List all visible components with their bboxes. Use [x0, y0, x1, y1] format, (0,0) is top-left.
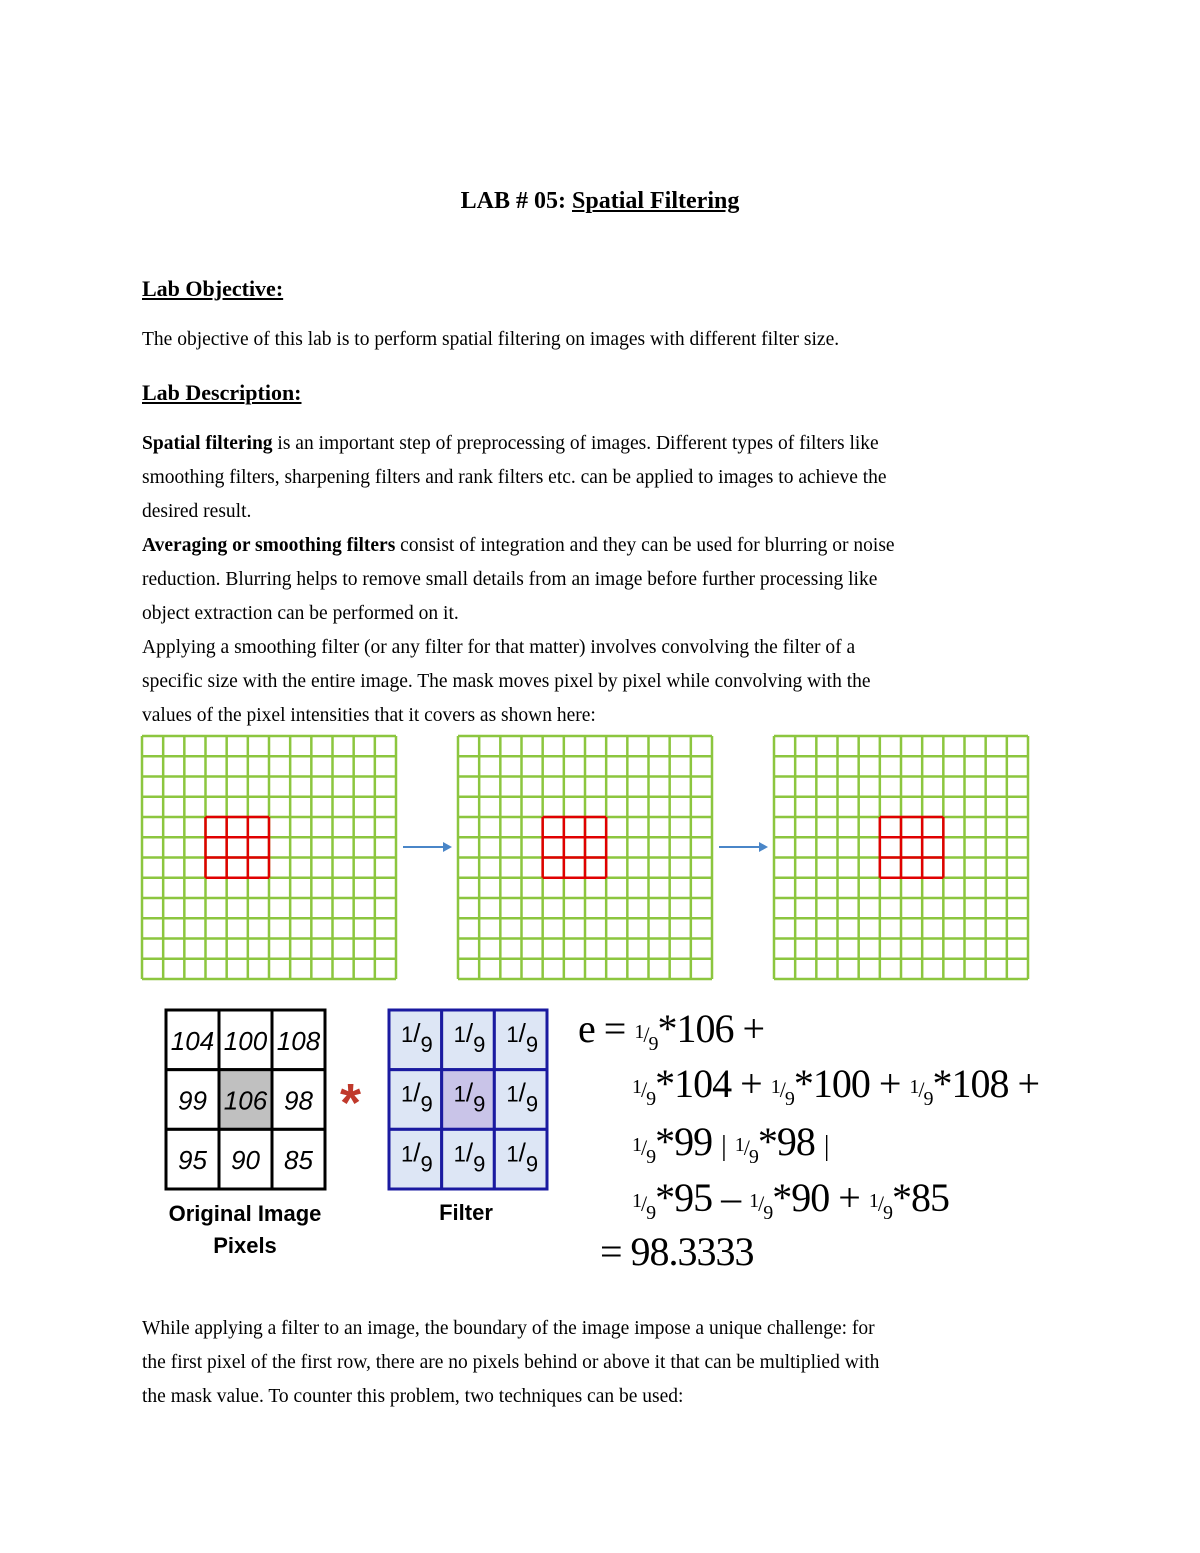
bold-term: Spatial filtering	[142, 433, 273, 454]
boundary-line: the mask value. To counter this problem, two techniques can be used:	[142, 1386, 684, 1407]
equation-lhs: e =	[578, 1006, 626, 1051]
filter-value: 1/9	[401, 1018, 433, 1057]
fraction: $^1/_9$	[734, 1134, 758, 1168]
fraction: $^1/_9$	[909, 1076, 933, 1110]
filter-grid	[386, 1007, 550, 1192]
filter-mask	[543, 817, 607, 878]
filter-value: 1/9	[401, 1137, 433, 1177]
fraction: $^1/_9$	[632, 1134, 656, 1168]
pixel-value: 95	[178, 1145, 207, 1176]
pixel-value: 106	[223, 1085, 268, 1116]
equation-line-2	[632, 1060, 1040, 1110]
grid-group	[142, 736, 1028, 979]
fraction: $^1/_9$	[749, 1190, 773, 1224]
description-heading: Lab Description:	[142, 380, 302, 405]
desc-line: desired result.	[142, 501, 252, 522]
image-label-line2: Pixels	[213, 1233, 277, 1258]
pixel-value: 104	[170, 1025, 215, 1056]
eq-term: *85	[891, 1175, 949, 1220]
arrow-1	[403, 842, 452, 852]
pixel-value: 90	[231, 1145, 260, 1176]
original-image-table	[163, 1007, 328, 1197]
desc-line: reduction. Blurring helps to remove small details from an image before further processing like	[142, 569, 878, 590]
pixel-value: 85	[284, 1145, 313, 1176]
convolution-operator: *	[340, 1073, 362, 1133]
desc-line: values of the pixel intensities that it covers as shown here:	[142, 705, 596, 726]
filter-value: 1/9	[453, 1077, 486, 1117]
eq-term: *100 +	[793, 1061, 901, 1106]
eq-term: *98	[757, 1119, 815, 1164]
filter-value: 1/9	[453, 1137, 486, 1177]
filter-label: Filter	[439, 1200, 493, 1225]
boundary-line: While applying a filter to an image, the boundary of the image impose a unique challenge: for	[142, 1318, 875, 1339]
arrow-2	[719, 842, 768, 852]
equation-line-3	[632, 1118, 829, 1168]
image-label	[140, 1198, 350, 1262]
title-main: Spatial Filtering	[572, 188, 740, 214]
filter-value: 1/9	[453, 1018, 486, 1057]
desc-line: smoothing filters, sharpening filters and rank filters etc. can be applied to images to achieve the	[142, 467, 887, 488]
fraction: $^1/_9$	[770, 1076, 794, 1110]
desc-line: Spatial filtering is an important step of preprocessing of images. Different types of filters like	[142, 433, 879, 454]
eq-term: *106 +	[657, 1006, 764, 1051]
equation-result: = 98.3333	[600, 1229, 754, 1274]
filter-table	[386, 1007, 550, 1197]
bold-term: Averaging or smoothing filters	[142, 535, 396, 556]
pixel-value: 98	[284, 1085, 313, 1116]
pixel-grid-1	[142, 736, 396, 979]
desc-line: Applying a smoothing filter (or any filter for that matter) involves convolving the filter of a	[142, 637, 856, 658]
filter-value: 1/9	[401, 1077, 433, 1117]
eq-separator: |	[721, 1131, 726, 1162]
desc-line: specific size with the entire image. The mask moves pixel by pixel while convolving with the	[142, 671, 871, 692]
equation-line-1	[578, 1005, 764, 1055]
objective-text: The objective of this lab is to perform spatial filtering on images with different filter size.	[142, 329, 840, 350]
fraction: $^1/_9$	[632, 1190, 656, 1224]
filter-value: 1/9	[506, 1018, 539, 1057]
boundary-paragraph	[142, 1312, 1057, 1414]
pixel-value: 108	[276, 1025, 321, 1056]
fraction: $^1/_9$	[632, 1076, 656, 1110]
filter-mask	[206, 817, 270, 878]
eq-term: *90 +	[772, 1175, 860, 1220]
filter-value: 1/9	[506, 1137, 539, 1177]
desc-line: object extraction can be performed on it.	[142, 603, 459, 624]
eq-separator: |	[823, 1131, 829, 1162]
pixel-grid-2	[458, 736, 712, 979]
fraction: $^1/_9$	[868, 1190, 892, 1224]
fraction: $^1/_9$	[634, 1021, 658, 1055]
pixel-value: 99	[178, 1085, 207, 1116]
title-prefix: LAB # 05:	[460, 188, 566, 214]
eq-term: *95 –	[655, 1175, 741, 1220]
boundary-line: the first pixel of the first row, there are no pixels behind or above it that can be multiplied with	[142, 1352, 880, 1373]
eq-term: *104 +	[655, 1061, 762, 1106]
image-label-line1: Original Image	[168, 1201, 322, 1226]
desc-line: Averaging or smoothing filters consist of integration and they can be used for blurring or noise	[142, 535, 895, 556]
pixel-grid-3	[774, 736, 1028, 979]
equation-line-4	[632, 1174, 949, 1224]
filter-mask	[880, 817, 944, 878]
objective-heading: Lab Objective:	[142, 276, 284, 301]
eq-term: *108 +	[932, 1061, 1040, 1106]
pixel-value: 100	[223, 1025, 268, 1056]
image-pixel-grid	[163, 1007, 328, 1192]
filter-value: 1/9	[506, 1077, 539, 1117]
eq-term: *99	[655, 1119, 713, 1164]
